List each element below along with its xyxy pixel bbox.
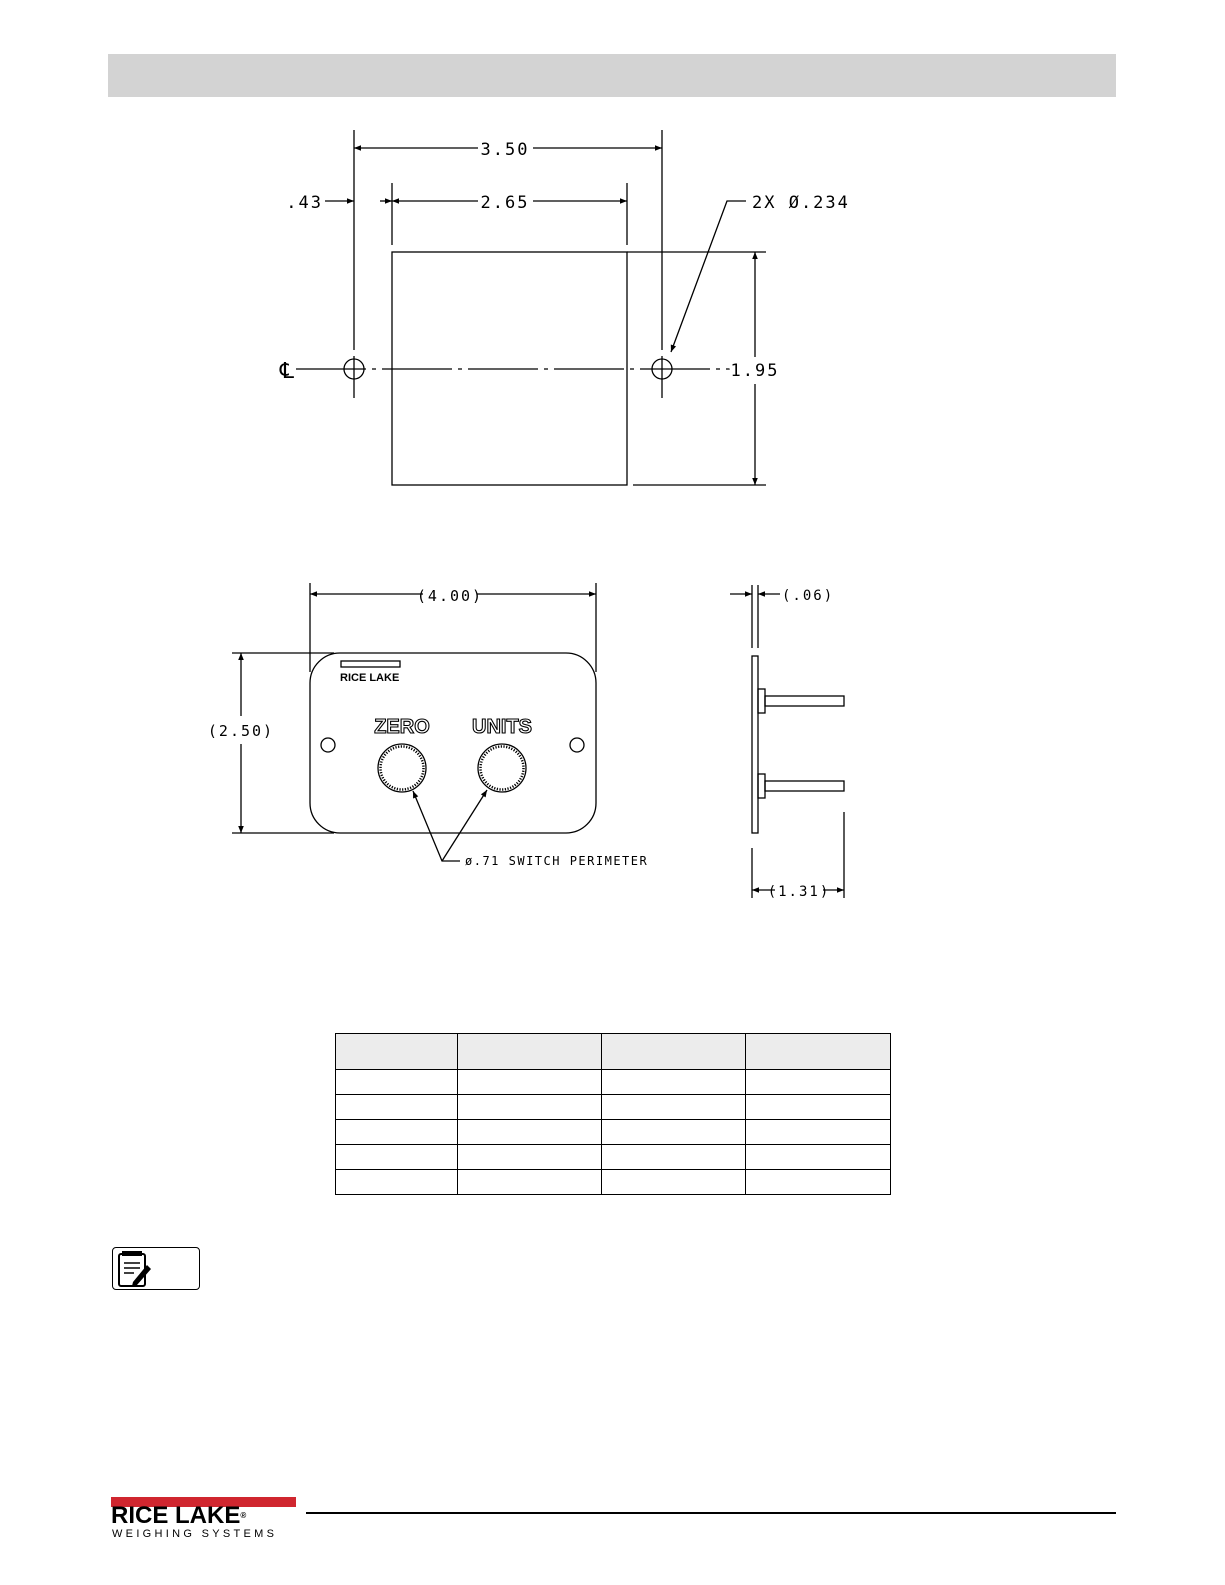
table-row	[336, 1070, 891, 1095]
units-button-label: UNITS	[472, 716, 532, 738]
table-row	[336, 1170, 891, 1195]
units-switch[interactable]	[478, 744, 526, 792]
cutout-view	[296, 130, 766, 485]
table-row	[336, 1120, 891, 1145]
side-switch-body-lower	[758, 774, 765, 798]
switch-plate-side-view	[730, 585, 844, 898]
dim-overall-width: 3.50	[480, 140, 530, 160]
dim-plate-thickness: (.06)	[782, 588, 835, 604]
dim-plate-width: (4.00)	[416, 587, 484, 605]
plate-mount-hole-left	[321, 738, 335, 752]
table-header-cell	[458, 1034, 602, 1070]
side-switch-plunger-lower	[765, 781, 844, 791]
logo-registered-mark: ®	[240, 1511, 247, 1520]
side-plate	[752, 656, 758, 833]
zero-button-label: ZERO	[374, 716, 430, 738]
side-switch-body-upper	[758, 689, 765, 713]
dimension-table	[335, 1033, 891, 1195]
note-box	[112, 1247, 200, 1290]
dim-edge-to-hole: .43	[286, 193, 323, 213]
logo-tagline: WEIGHING SYSTEMS	[112, 1528, 278, 1540]
table-row	[336, 1145, 891, 1170]
centerline-symbol: ℄	[279, 359, 297, 384]
dim-cutout-width: 2.65	[480, 193, 530, 213]
hole-callout: 2X Ø.234	[752, 193, 850, 213]
logo-name: RICE LAKE	[111, 1502, 241, 1529]
plate-mount-hole-right	[570, 738, 584, 752]
rice-lake-logo	[111, 1497, 296, 1543]
side-switch-plunger-upper	[765, 696, 844, 706]
table-header-cell	[746, 1034, 891, 1070]
table-row	[336, 1095, 891, 1120]
switch-leader-zero	[413, 791, 460, 861]
dim-switch-depth: (1.31)	[767, 884, 831, 900]
table-header-cell	[336, 1034, 458, 1070]
table-header-row	[336, 1034, 891, 1070]
zero-switch-knurl	[381, 747, 424, 790]
plate-brand-label: RICE LAKE	[340, 672, 400, 684]
table-header-cell	[602, 1034, 746, 1070]
hole-leader	[671, 201, 746, 352]
dim-cutout-height: 1.95	[730, 361, 780, 381]
units-switch-knurl	[481, 747, 524, 790]
brand-label-bar	[341, 661, 400, 667]
dim-plate-height: (2.50)	[207, 722, 275, 740]
switch-perimeter-callout: ø.71 SWITCH PERIMETER	[465, 854, 649, 868]
zero-switch[interactable]	[378, 744, 426, 792]
footer-rule	[306, 1512, 1116, 1514]
switch-leader-units	[442, 790, 487, 861]
